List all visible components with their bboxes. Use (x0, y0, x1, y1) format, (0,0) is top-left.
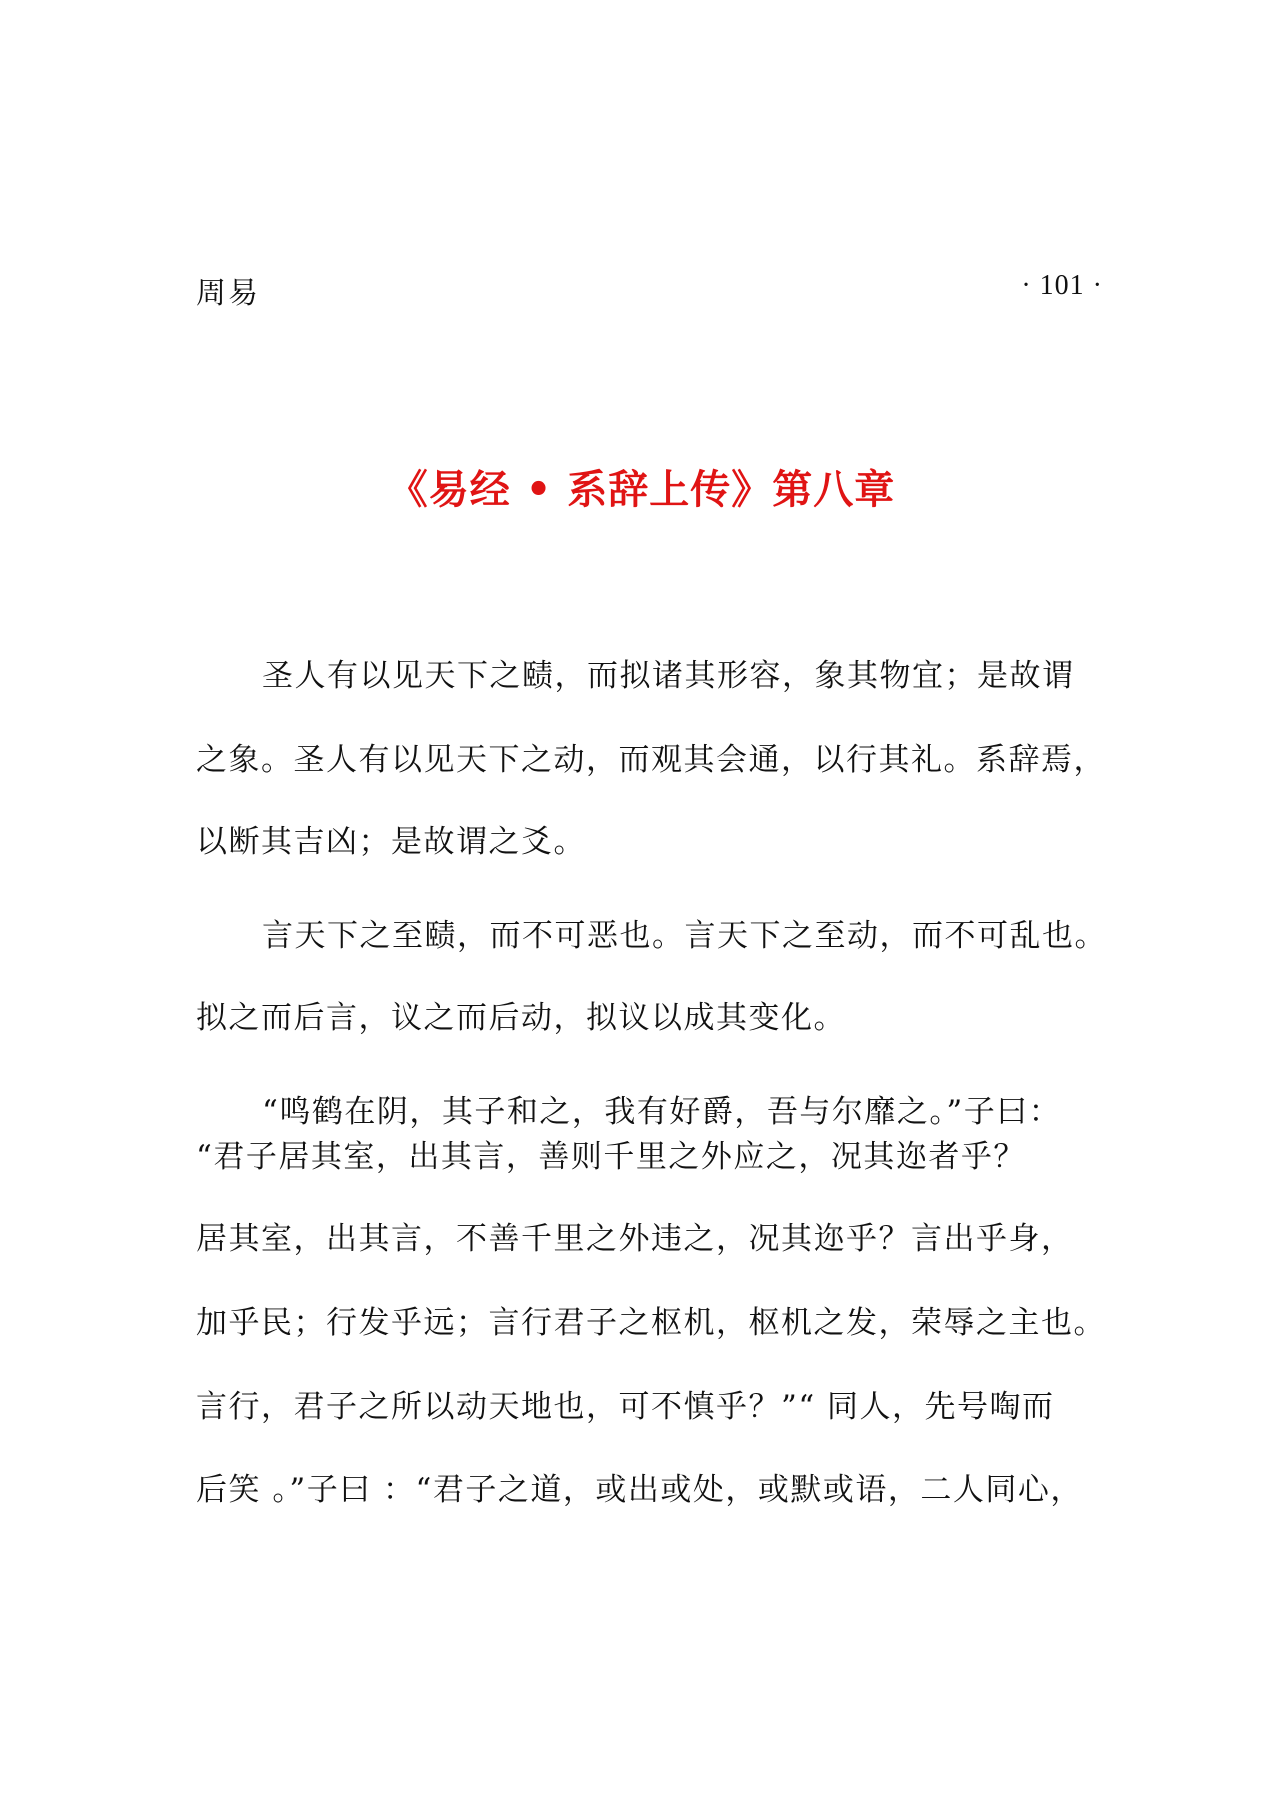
text-line: 以断其吉凶；是故谓之爻。 (196, 824, 586, 860)
text-line: 言行，君子之所以动天地也，可不慎乎？”“ 同人，先号啕而 (196, 1389, 1055, 1425)
text-line: 拟之而后言，议之而后动，拟议以成其变化。 (196, 1000, 846, 1036)
text-line: “鸣鹤在阴，其子和之，我有好爵，吾与尔靡之。”子曰： (262, 1094, 1062, 1130)
text-line: 言天下之至赜，而不可恶也。言天下之至动，而不可乱也。 (262, 918, 1107, 954)
page-number: · 101 · (1021, 270, 1103, 301)
text-line: 加乎民；行发乎远；言行君子之枢机，枢机之发，荣辱之主也。 (196, 1305, 1106, 1341)
chapter-title: 《易经 • 系辞上传》第八章 (387, 467, 896, 513)
book-title: 周易 (196, 276, 260, 311)
text-line: 居其室，出其言，不善千里之外违之，况其迩乎？言出乎身， (196, 1221, 1074, 1257)
text-line: “君子居其室，出其言，善则千里之外应之，况其迩者乎？ (196, 1139, 1026, 1175)
text-line: 圣人有以见天下之赜，而拟诸其形容，象其物宜；是故谓 (262, 658, 1075, 694)
text-line: 之象。圣人有以见天下之动，而观其会通，以行其礼。系辞焉， (196, 742, 1106, 778)
text-line: 后笑 。”子曰 ：“君子之道，或出或处，或默或语，二人同心， (196, 1472, 1083, 1508)
page-header (196, 268, 1103, 311)
